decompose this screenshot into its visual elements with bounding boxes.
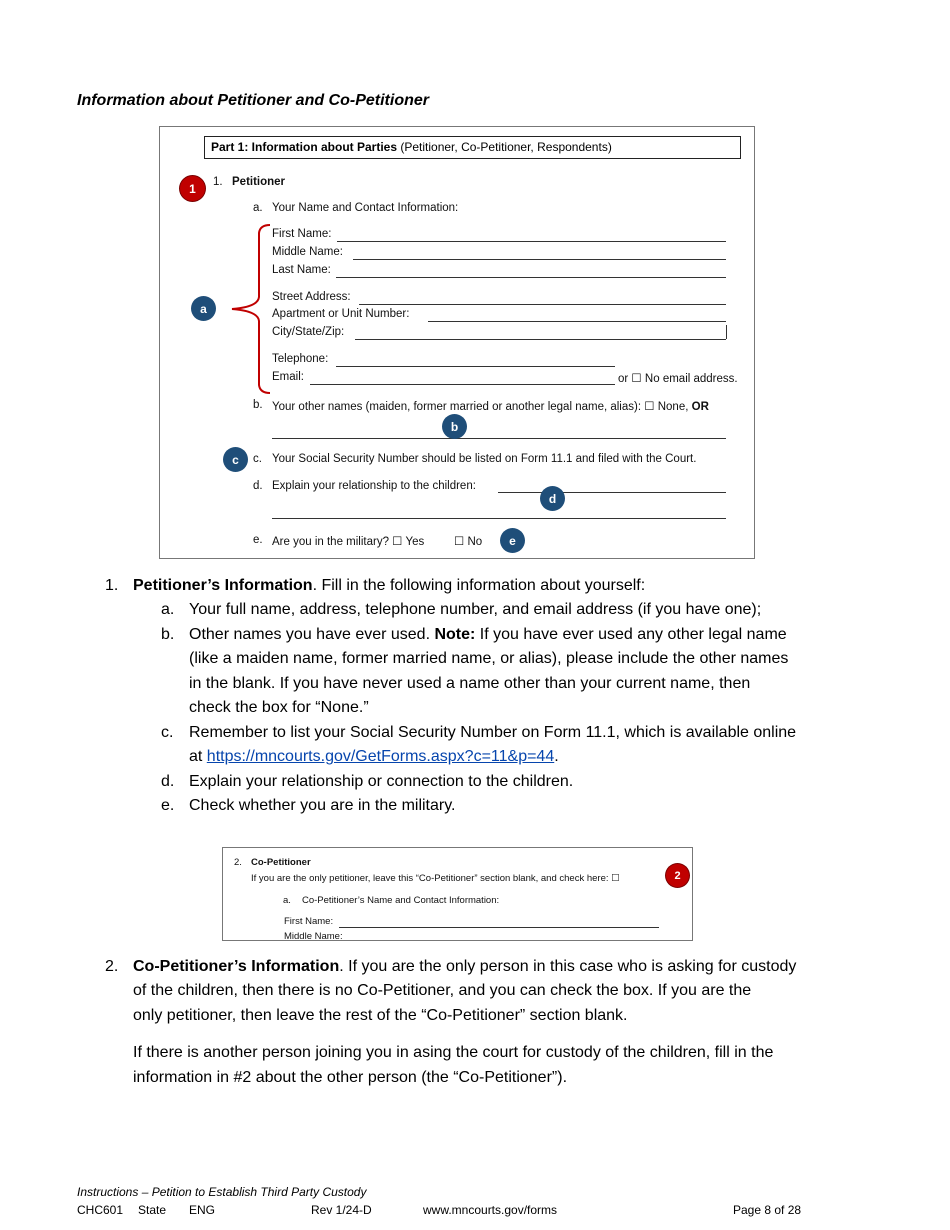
badge-b: b [442, 414, 467, 439]
badge-d: d [540, 486, 565, 511]
email-line [310, 384, 615, 385]
f2-first-name-line [339, 927, 659, 928]
no-email-checkbox-label: or ☐ No email address. [618, 373, 738, 385]
item-d-letter: d. [253, 480, 263, 492]
instr1-b-line3: in the blank. If you have never used a name other than your current name, then [189, 675, 751, 692]
part1-title-box [204, 136, 741, 159]
badge-a: a [191, 296, 216, 321]
last-name-label: Last Name: [272, 264, 331, 276]
part1-title-rest: (Petitioner, Co-Petitioner, Respondents) [397, 140, 612, 154]
badge-e: e [500, 528, 525, 553]
instr1-e-letter: e. [161, 797, 175, 814]
instr1-b-note: Note: [434, 626, 476, 643]
instr1-c-letter: c. [161, 724, 174, 741]
instr1-c-post: . [554, 748, 559, 765]
item-c-letter: c. [253, 453, 262, 465]
f2-only-petitioner-text: If you are the only petitioner, leave this “Co-Petitioner” section blank, and check here: ☐ [251, 873, 620, 884]
instr2-p2-line2: information in #2 about the other person (the “Co-Petitioner”). [133, 1069, 568, 1086]
instr1-b-line1 [189, 623, 787, 648]
cursor-mark [726, 325, 727, 339]
item-e-label: Are you in the military? ☐ Yes [272, 536, 425, 548]
instr1-c-line1: Remember to list your Social Security Number on Form 11.1, which is available online [189, 724, 797, 741]
footer-title: Instructions – Petition to Establish Third Party Custody [77, 1185, 367, 1199]
item-b-label [272, 399, 709, 413]
badge-2: 2 [666, 864, 689, 887]
instr2-p2-line1: If there is another person joining you in asing the court for custody of the children, fill in the [133, 1044, 774, 1061]
petitioner-form-excerpt [159, 126, 755, 559]
f2-middle-name-label: Middle Name: [284, 931, 343, 941]
telephone-line [336, 366, 615, 367]
instr2-title: Co-Petitioner’s Information [133, 958, 340, 975]
item-d-label: Explain your relationship to the children: [272, 480, 476, 492]
forms-link[interactable]: https://mncourts.gov/GetForms.aspx?c=11&p=44 [206, 748, 555, 765]
instr1-b-text1: Other names you have ever used. [189, 626, 435, 643]
last-name-line [336, 277, 726, 278]
section-number: 1. [213, 176, 223, 188]
footer-code: CHC601 [77, 1203, 124, 1217]
apartment-line [428, 321, 726, 322]
footer-page-number: Page 8 of 28 [733, 1203, 802, 1217]
item-a-letter: a. [253, 202, 263, 214]
instr1-b-letter: b. [161, 626, 175, 643]
footer-revision: Rev 1/24-D [311, 1203, 372, 1217]
instr1-d-text: Explain your relationship or connection to the children. [189, 773, 574, 790]
section-title-petitioner: Petitioner [232, 176, 286, 188]
instr1-d-letter: d. [161, 773, 175, 790]
relationship-line-2 [272, 518, 726, 519]
apartment-label: Apartment or Unit Number: [272, 308, 410, 320]
instr1-number: 1. [105, 577, 119, 594]
item-e-letter: e. [253, 534, 263, 546]
bracket-icon [226, 223, 276, 395]
instr1-b-line2: (like a maiden name, former married name, or alias), please include the other names [189, 650, 789, 667]
instr1-intro-text: . Fill in the following information about yourself: [312, 577, 646, 594]
city-label: City/State/Zip: [272, 326, 345, 338]
item-b-letter: b. [253, 399, 263, 411]
footer-state: State [138, 1203, 167, 1217]
street-line [359, 304, 726, 305]
instr1-e-text: Check whether you are in the military. [189, 797, 456, 814]
badge-c: c [223, 447, 248, 472]
f2-a-letter: a. [283, 895, 291, 906]
item-b-or: OR [691, 401, 709, 413]
item-c-label: Your Social Security Number should be listed on Form 11.1 and filed with the Court. [272, 453, 697, 465]
other-names-line [272, 438, 726, 439]
item-b-text: Your other names (maiden, former married or another legal name, alias): ☐ None, [272, 401, 692, 413]
instr1-title: Petitioner’s Information [133, 577, 313, 594]
instr1-c-pre: at [189, 748, 207, 765]
instr2-number: 2. [105, 958, 119, 975]
co-petitioner-form-excerpt [222, 847, 693, 941]
email-label: Email: [272, 371, 304, 383]
city-line [355, 339, 726, 340]
relationship-line-1 [498, 492, 726, 493]
part1-title: Part 1: Information about Parties [211, 140, 398, 154]
footer-language: ENG [189, 1203, 216, 1217]
street-label: Street Address: [272, 291, 351, 303]
badge-1: 1 [180, 176, 205, 201]
instr2-line1 [133, 955, 796, 980]
f2-first-name-label: First Name: [284, 916, 334, 927]
instr1-b-text2: If you have ever used any other legal name [475, 626, 787, 643]
instr2-p1-line2: of the children, then there is no Co-Petitioner, and you can check the box. If you are the [133, 982, 752, 999]
first-name-label: First Name: [272, 228, 332, 240]
instr1-c-line2 [189, 745, 559, 770]
instr1-a-text: Your full name, address, telephone number, and email address (if you have one); [189, 601, 762, 618]
instr1-b-line4: check the box for “None.” [189, 699, 369, 716]
f2-a-label: Co-Petitioner’s Name and Contact Information: [302, 895, 500, 906]
f2-title: Co-Petitioner [251, 857, 311, 868]
footer-website: www.mncourts.gov/forms [423, 1203, 558, 1217]
middle-name-label: Middle Name: [272, 246, 343, 258]
instr1-intro [133, 574, 645, 599]
telephone-label: Telephone: [272, 353, 329, 365]
instr1-a-letter: a. [161, 601, 175, 618]
instr2-p1-line3: only petitioner, then leave the rest of the “Co-Petitioner” section blank. [133, 1007, 628, 1024]
middle-name-line [353, 259, 726, 260]
section-heading: Information about Petitioner and Co-Petitioner [77, 92, 429, 109]
item-a-label: Your Name and Contact Information: [272, 202, 459, 214]
instr2-p1-line1: . If you are the only person in this case who is asking for custody [339, 958, 797, 975]
military-no-option: ☐ No [454, 536, 483, 548]
f2-number: 2. [234, 857, 242, 868]
first-name-line [337, 241, 726, 242]
